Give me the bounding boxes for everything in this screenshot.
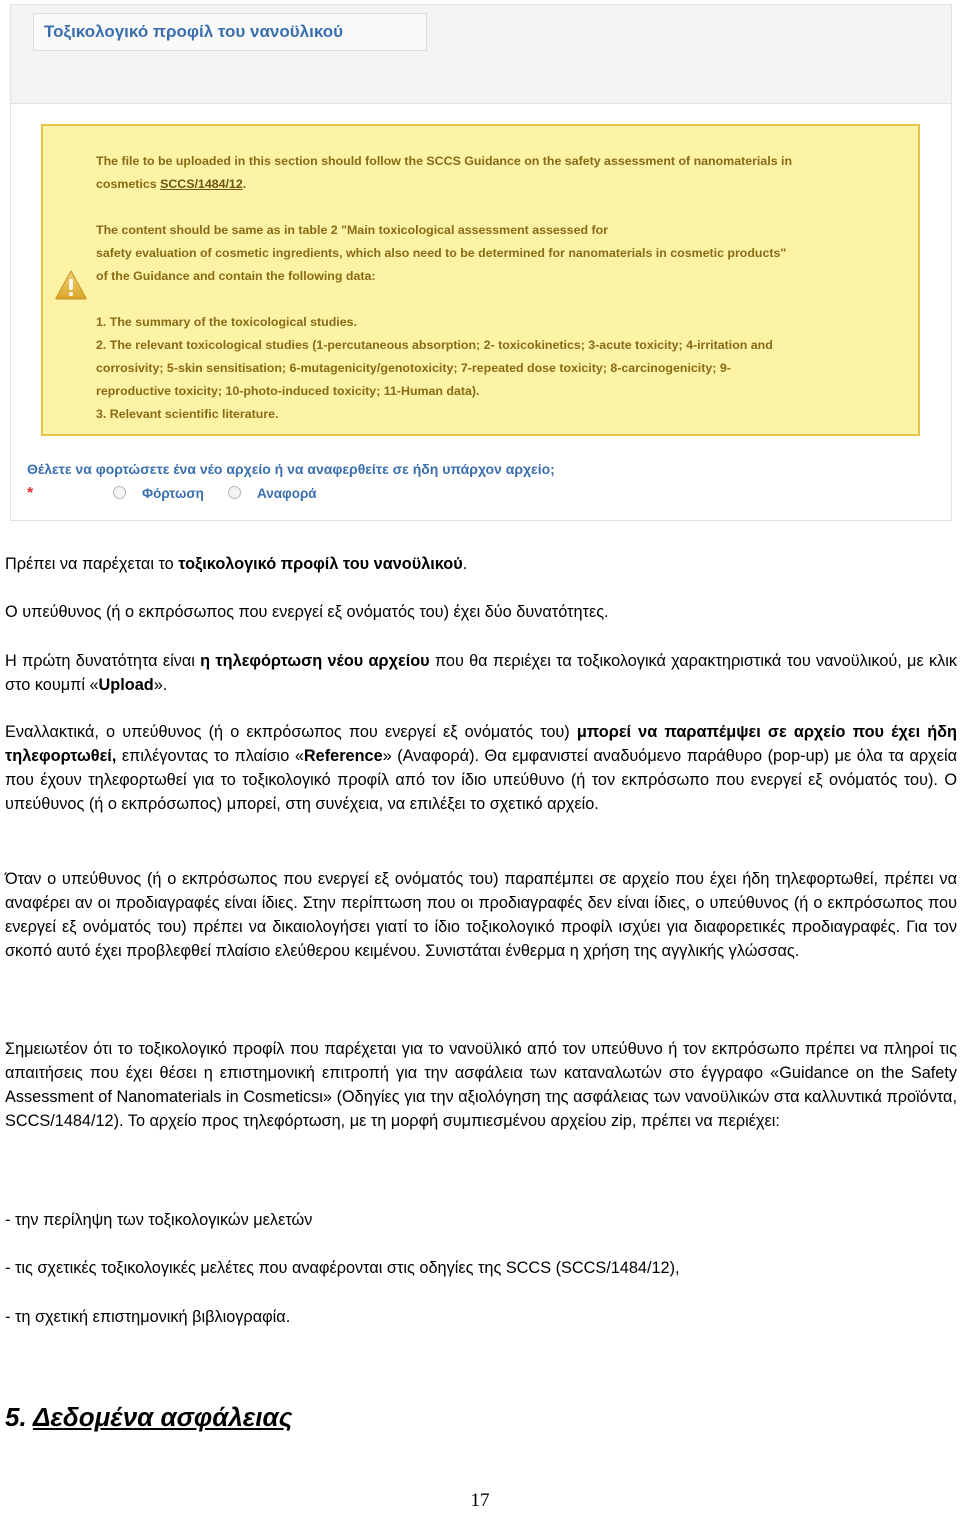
notice-text-fragment: . bbox=[242, 177, 247, 191]
notice-list-item: 3. Relevant scientific literature. bbox=[96, 407, 279, 421]
text-fragment: Πρέπει να παρέχεται το bbox=[5, 555, 179, 573]
upload-question: Θέλετε να φορτώσετε ένα νέο αρχείο ή να αναφερθείτε σε ήδη υπάρχον αρχείο; bbox=[27, 461, 555, 477]
list-item: - τις σχετικές τοξικολογικές μελέτες που αναφέρονται στις οδηγίες της SCCS (SCCS/1484/12), bbox=[5, 1259, 680, 1277]
notice-text-fragment: cosmetics bbox=[96, 177, 161, 191]
section-header bbox=[11, 5, 951, 104]
notice-list-item: reproductive toxicity; 10-photo-induced toxicity; 11-Human data). bbox=[96, 384, 480, 398]
heading-number: 5. bbox=[5, 1402, 33, 1432]
text-fragment: . bbox=[462, 555, 468, 573]
notice-list-item: corrosivity; 5-skin sensitisation; 6-mutagenicity/genotoxicity; 7-repeated dose toxicity; 8-carcinogenicity; 9- bbox=[96, 361, 731, 375]
text-fragment: επιλέγοντας το πλαίσιο « bbox=[116, 747, 304, 765]
notice-line bbox=[96, 173, 911, 196]
paragraph-1 bbox=[5, 552, 957, 576]
notice-text bbox=[96, 150, 911, 426]
warning-icon bbox=[55, 270, 87, 300]
section-title: Τοξικολογικό προφίλ του νανοϋλικού bbox=[44, 22, 344, 41]
paragraph-6: Σημειωτέον ότι το τοξικολογικό προφίλ που παρέχεται για το νανοϋλικό από τον υπεύθυνο ή τον εκπρόσωπο πρέπει να πληροί τις απαιτήσεις που έχει θέσει η επιστημονική επιτροπή για την ασφάλεια των καταναλωτών στο έγγραφο «Guidance on the Safety Assessment of Nanomaterials in Cosmeticsι» (Οδηγίες για την αξιολόγηση της ασφάλειας των νανοϋλικών στα καλλυντικά προϊόντα, SCCS/1484/12). Το αρχείο προς τηλεφόρτωση, με τη μορφή συμπιεσμένου αρχείου zip, πρέπει να περιέχει: bbox=[5, 1040, 957, 1130]
bold-text: μπορεί να παραπέμψει σε αρχείο που έχει ήδη τηλεφορτωθεί, bbox=[5, 723, 957, 765]
notice-line: safety evaluation of cosmetic ingredients, which also need to be determined for nanomaterials in cosmetic products" bbox=[96, 246, 787, 260]
list-item: - την περίληψη των τοξικολογικών μελετών bbox=[5, 1211, 313, 1229]
required-mark: * bbox=[27, 485, 34, 502]
notice-line: The content should be same as in table 2 "Main toxicological assessment assessed for bbox=[96, 223, 608, 237]
paragraph-3 bbox=[5, 649, 957, 697]
upload-option-label[interactable]: Φόρτωση bbox=[142, 486, 204, 501]
paragraph-5: Όταν ο υπεύθυνος (ή ο εκπρόσωπος που ενεργεί εξ ονόματός του) παραπέμπει σε αρχείο που έχει ήδη τηλεφορτωθεί, πρέπει να αναφέρει αν οι προδιαγραφές είναι ίδιες. Στην περίπτωση που οι προδιαγραφές δεν είναι ίδιες, ο υπεύθυνος (ή ο εκπρόσωπος που ενεργεί εξ ονόματός του) πρέπει να δικαιολογήσει γιατί το ίδιο τοξικολογικό προφίλ ισχύει για διαφορετικές προδιαγραφές. Για τον σκοπό αυτό έχει προβλεφθεί πλαίσιο ελεύθερου κειμένου. Συνιστάται ένθερμα η χρήση της αγγλικής γλώσσας. bbox=[5, 870, 957, 960]
notice-line: The file to be uploaded in this section should follow the SCCS Guidance on the safety assessment of nanomaterials in bbox=[96, 154, 793, 168]
sccs-guidance-link[interactable]: SCCS/1484/12 bbox=[160, 177, 243, 191]
section-title-box bbox=[33, 13, 427, 51]
paragraph-2: Ο υπεύθυνος (ή ο εκπρόσωπος που ενεργεί εξ ονόματός του) έχει δύο δυνατότητες. bbox=[5, 603, 609, 621]
bold-text: η τηλεφόρτωση νέου αρχείου bbox=[200, 652, 430, 670]
reference-radio[interactable] bbox=[228, 486, 241, 499]
reference-option-label[interactable]: Αναφορά bbox=[257, 486, 317, 501]
bold-text: Upload bbox=[98, 676, 154, 694]
upload-radio[interactable] bbox=[113, 486, 126, 499]
heading-text: Δεδομένα ασφάλειας bbox=[32, 1402, 293, 1432]
notice-line: of the Guidance and contain the following data: bbox=[96, 269, 376, 283]
notice-list-item: 2. The relevant toxicological studies (1-percutaneous absorption; 2- toxicokinetics; 3-acute toxicity; 4-irritation and bbox=[96, 338, 773, 352]
text-fragment: » (Αναφορά). Θα εμφανιστεί αναδυόμενο παράθυρο (pop-up) με όλα τα αρχεία που έχουν τηλεφορτωθεί για το τοξικολογικό προφίλ από τον ίδιο υπεύθυνο (ή τον εκπρόσωπο που ενεργεί εξ ονόματός του). Ο υπεύθυνος (ή ο εκπρόσωπος) μπορεί, στη συνέχεια, να επιλέξει το σχετικό αρχείο. bbox=[5, 747, 957, 813]
notice-box bbox=[41, 124, 920, 436]
notice-list-item: 1. The summary of the toxicological studies. bbox=[96, 315, 357, 329]
text-fragment: που θα περιέχει τα τοξικολογικά χαρακτηριστικά του νανοϋλικού, με κλικ στο κουμπί « bbox=[5, 652, 957, 694]
text-fragment: Η πρώτη δυνατότητα είναι bbox=[5, 652, 201, 670]
paragraph-4 bbox=[5, 720, 957, 816]
bold-text: τοξικολογικό προφίλ του νανοϋλικού bbox=[178, 555, 463, 573]
list-item: - τη σχετική επιστημονική βιβλιογραφία. bbox=[5, 1308, 291, 1326]
page-number: 17 bbox=[470, 1490, 490, 1511]
text-fragment: ». bbox=[153, 676, 168, 694]
section-heading bbox=[5, 1402, 292, 1433]
text-fragment: Εναλλακτικά, ο υπεύθυνος (ή ο εκπρόσωπος που ενεργεί εξ ονόματός του) bbox=[5, 723, 577, 741]
form-screenshot bbox=[10, 4, 952, 521]
bold-text: Reference bbox=[303, 747, 383, 765]
